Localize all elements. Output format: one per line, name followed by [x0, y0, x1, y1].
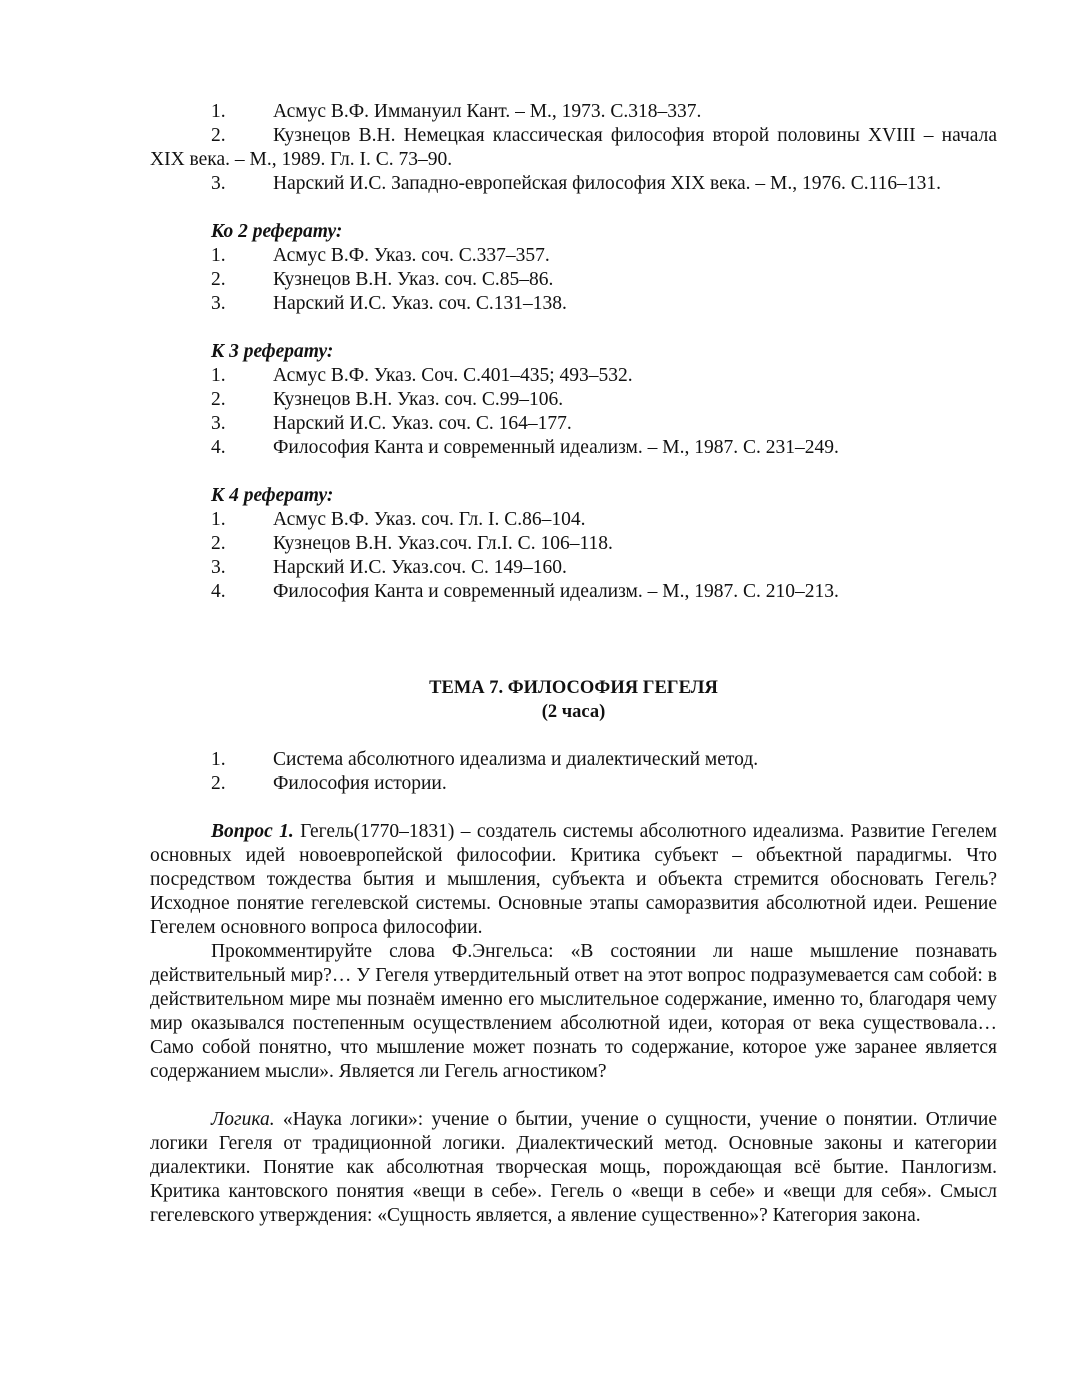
- list-item: [150, 268, 997, 292]
- list-text: Асмус В.Ф. Указ. Соч. С.401–435; 493–532.: [273, 365, 633, 386]
- list-text: Нарский И.С. Указ. соч. С.131–138.: [273, 293, 567, 314]
- list-item: [150, 244, 997, 268]
- topic-title: ТЕМА 7. ФИЛОСОФИЯ ГЕГЕЛЯ: [429, 678, 718, 698]
- list-item: [150, 100, 997, 124]
- list-number: 3.: [211, 413, 226, 434]
- list-text: Кузнецов В.Н. Указ. соч. С.99–106.: [273, 389, 564, 410]
- list-text: Нарский И.С. Указ.соч. С. 149–160.: [273, 557, 567, 578]
- list-number: 3.: [211, 293, 226, 314]
- question-text: Гегель(1770–1831) – создатель системы абсолютного идеализма. Развитие Гегелем основных идей новоевропейской философии. Критика субъект – объектной парадигмы. Что посредством тождества бытия и мышления, субъекта и объекта стремится обосновать Гегель? Исходное понятие гегелевской системы. Основные этапы саморазвития абсолютной идеи. Решение Гегелем основного вопроса философии.: [150, 821, 997, 938]
- list-text: Асмус В.Ф. Указ. соч. Гл. I. С.86–104.: [273, 509, 586, 530]
- topic-hours: (2 часа): [541, 702, 606, 722]
- list-number: 2.: [211, 269, 226, 290]
- document-page: [150, 100, 997, 1228]
- list-number: 1.: [211, 509, 226, 530]
- list-item: [150, 364, 997, 388]
- list-text: Философия Канта и современный идеализм. – М., 1987. С. 231–249.: [273, 437, 839, 458]
- list-item: [150, 292, 997, 316]
- list-item: [150, 772, 997, 796]
- question-1-paragraph: [150, 820, 997, 940]
- list-item: [150, 412, 997, 436]
- list-number: 1.: [211, 101, 226, 122]
- list-number: 2.: [211, 125, 226, 146]
- logic-label: Логика.: [211, 1109, 275, 1130]
- list-number: 1.: [211, 749, 226, 770]
- list-item: [150, 748, 997, 772]
- list-number: 2.: [211, 773, 226, 794]
- logic-paragraph: [150, 1108, 997, 1228]
- list-text: Асмус В.Ф. Иммануил Кант. – М., 1973. С.318–337.: [273, 101, 702, 122]
- list-text: Нарский И.С. Западно-европейская философия XIX века. – М., 1976. С.116–131.: [273, 173, 941, 194]
- list-text: Философия истории.: [273, 773, 447, 794]
- list-text: Кузнецов В.Н. Указ.соч. Гл.I. С. 106–118.: [273, 533, 613, 554]
- list-item: [150, 436, 997, 460]
- topic-question-list: [150, 748, 997, 796]
- section-heading: К 3 реферату:: [211, 341, 334, 362]
- list-number: 4.: [211, 437, 226, 458]
- question-label: Вопрос 1.: [211, 821, 294, 842]
- list-number: 2.: [211, 389, 226, 410]
- list-item: [150, 172, 997, 196]
- list-item: [150, 532, 997, 556]
- list-item: [150, 124, 997, 172]
- list-number: 3.: [211, 557, 226, 578]
- list-number: 1.: [211, 365, 226, 386]
- reference-block-3: [150, 340, 997, 460]
- engels-quote-paragraph: Прокомментируйте слова Ф.Энгельса: «В состоянии ли наше мышление познавать действительный мир?… У Гегеля утвердительный ответ на этот вопрос подразумевается сам собой: в действительном мире мы познаём именно его мыслительное содержание, именно то, благодаря чему мир оказывался постепенным осуществлением абсолютной идеи, которая от века существовала… Само собой понятно, что мышление может познать то содержание, которое уже заранее является содержанием мысли». Является ли Гегель агностиком?: [150, 941, 997, 1082]
- list-item: [150, 508, 997, 532]
- list-item: [150, 580, 997, 604]
- list-text: Нарский И.С. Указ. соч. С. 164–177.: [273, 413, 572, 434]
- logic-text: «Наука логики»: учение о бытии, учение о сущности, учение о понятии. Отличие логики Гегеля от традиционной логики. Диалектический метод. Основные законы и категории диалектики. Понятие как абсолютная творческая мощь, порождающая всё бытие. Панлогизм. Критика кантовского понятия «вещи в себе». Гегель о «вещи в себе» и «вещи для себя». Смысл гегелевского утверждения: «Сущность является, а явление существенно»? Категория закона.: [150, 1109, 997, 1226]
- list-text: Асмус В.Ф. Указ. соч. С.337–357.: [273, 245, 550, 266]
- section-heading: К 4 реферату:: [211, 485, 334, 506]
- reference-block-2: [150, 220, 997, 316]
- list-item: [150, 556, 997, 580]
- list-number: 1.: [211, 245, 226, 266]
- list-text: Кузнецов В.Н. Немецкая классическая философия второй половины XVIII – начала XIX века. – М., 1989. Гл. I. С. 73–90.: [150, 125, 997, 170]
- intro-reference-list: [150, 100, 997, 196]
- section-heading: Ко 2 реферату:: [211, 221, 343, 242]
- list-text: Кузнецов В.Н. Указ. соч. С.85–86.: [273, 269, 554, 290]
- list-item: [150, 388, 997, 412]
- list-number: 3.: [211, 173, 226, 194]
- reference-block-4: [150, 484, 997, 604]
- list-text: Философия Канта и современный идеализм. – М., 1987. С. 210–213.: [273, 581, 839, 602]
- list-number: 2.: [211, 533, 226, 554]
- list-number: 4.: [211, 581, 226, 602]
- list-text: Система абсолютного идеализма и диалектический метод.: [273, 749, 759, 770]
